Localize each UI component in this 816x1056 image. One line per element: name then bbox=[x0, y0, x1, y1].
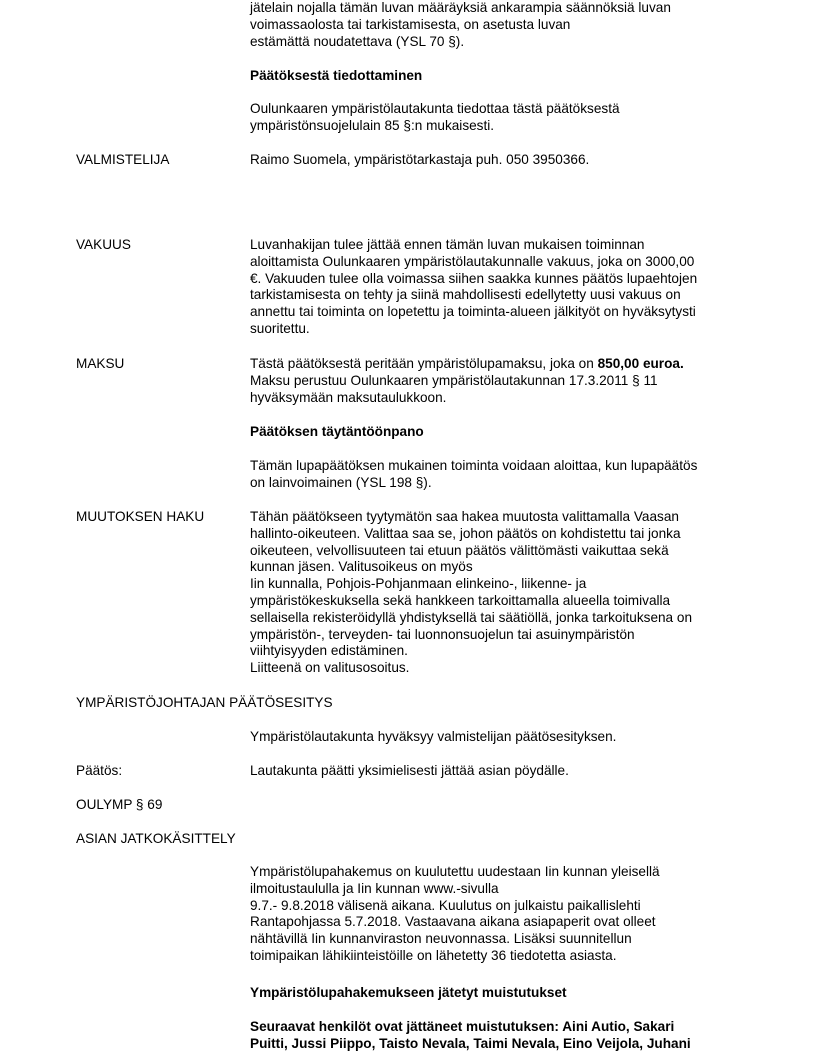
text-line: ympäristönsuojelulain 85 §:n mukaisesti. bbox=[250, 117, 495, 133]
director-proposal-text: Ympäristölautakunta hyväksyy valmistelijan päätösesityksen. bbox=[250, 729, 617, 744]
objections-heading: Ympäristölupahakemukseen jätetyt muistutukset bbox=[250, 985, 567, 1000]
objections-paragraph bbox=[250, 1019, 691, 1053]
decision-label: Päätös: bbox=[76, 763, 123, 778]
text-line: suoritettu. bbox=[250, 320, 310, 336]
notification-heading: Päätöksestä tiedottaminen bbox=[250, 68, 423, 83]
continuation-paragraph bbox=[250, 864, 660, 965]
text-line: hallinto-oikeuteen. Valittaa saa se, johon päätös on kohdistettu tai jonka bbox=[250, 525, 681, 541]
text-line: Ympäristölupahakemus on kuulutettu uudestaan Iin kunnan yleisellä bbox=[250, 864, 660, 879]
text-line: aloittamista Oulunkaaren ympäristölautakunnalle vakuus, joka on 3000,00 bbox=[250, 253, 695, 269]
text-line: ilmoitustaululla ja Iin kunnan www.-sivulla bbox=[250, 880, 499, 896]
text-line: oikeuteen, velvollisuuteen tai etuun päätös välittömästi vaikuttaa sekä bbox=[250, 542, 669, 558]
text-line: ympäristökeskuksella sekä hankkeen tarkoittamalla alueella toimivalla bbox=[250, 592, 671, 608]
text-line: Seuraavat henkilöt ovat jättäneet muistutuksen: Aini Autio, Sakari bbox=[250, 1019, 675, 1034]
text-line: €. Vakuuden tulee olla voimassa siihen saakka kunnes päätös lupaehtojen bbox=[250, 270, 698, 286]
text-line: nähtävillä Iin kunnanviraston neuvonnassa. Lisäksi suunnitellun bbox=[250, 931, 632, 947]
text-line: sellaisella rekisteröidyllä yhdistyksellä tai säätiöllä, jonka tarkoituksena on bbox=[250, 609, 693, 625]
text-line: Tähän päätökseen tyytymätön saa hakea muutosta valittamalla Vaasan bbox=[250, 509, 679, 524]
fee-label: MAKSU bbox=[76, 356, 125, 371]
decision-text: Lautakunta päätti yksimielisesti jättää asian pöydälle. bbox=[250, 763, 569, 778]
fee-amount: 850,00 euroa. bbox=[597, 356, 684, 371]
fee-line-1 bbox=[250, 356, 684, 373]
text-line: hyväksymään maksutaulukkoon. bbox=[250, 389, 447, 405]
text-line: Luvanhakijan tulee jättää ennen tämän luvan mukaisen toiminnan bbox=[250, 237, 645, 252]
text-line: 9.7.- 9.8.2018 välisenä aikana. Kuulutus on julkaistu paikallislehti bbox=[250, 897, 641, 913]
text-line: viihtyisyyden edistäminen. bbox=[250, 643, 408, 659]
enforcement-paragraph bbox=[250, 458, 697, 492]
fee-line-text: Tästä päätöksestä peritään ympäristölupamaksu, joka on bbox=[250, 356, 598, 371]
text-line: tarkistamisesta on tehty ja siinä mahdollisesti edellytetty uusi vakuus on bbox=[250, 287, 681, 303]
text-line: Oulunkaaren ympäristölautakunta tiedottaa tästä päätöksestä bbox=[250, 101, 620, 116]
preparer-label: VALMISTELIJA bbox=[76, 152, 170, 167]
text-line: Rantapohjassa 5.7.2018. Vastaavana aikana asiapaperit ovat olleet bbox=[250, 914, 656, 930]
text-line: kunnan jäsen. Valitusoikeus on myös bbox=[250, 559, 473, 575]
security-paragraph bbox=[250, 237, 697, 338]
text-line: estämättä noudatettava (YSL 70 §). bbox=[250, 33, 465, 49]
section-reference: OULYMP § 69 bbox=[76, 797, 163, 812]
text-line: toimipaikan lähikiinteistöille on lähetetty 36 tiedotetta asiasta. bbox=[250, 947, 617, 963]
text-line: Maksu perustuu Oulunkaaren ympäristölautakunnan 17.3.2011 § 11 bbox=[250, 372, 658, 388]
preparer-text: Raimo Suomela, ympäristötarkastaja puh. 050 3950366. bbox=[250, 152, 590, 167]
fee-paragraph bbox=[250, 356, 684, 406]
director-proposal-heading: YMPÄRISTÖJOHTAJAN PÄÄTÖSESITYS bbox=[76, 695, 333, 710]
text-line: Tämän lupapäätöksen mukainen toiminta voidaan aloittaa, kun lupapäätös bbox=[250, 458, 698, 473]
appeal-paragraph bbox=[250, 509, 692, 677]
text-line: Liitteenä on valitusosoitus. bbox=[250, 660, 410, 676]
notification-paragraph bbox=[250, 101, 620, 135]
intro-paragraph bbox=[250, 0, 671, 50]
text-line: voimassaolosta tai tarkistamisesta, on asetusta luvan bbox=[250, 16, 571, 32]
enforcement-heading: Päätöksen täytäntöönpano bbox=[250, 424, 424, 439]
text-line: ympäristön-, terveyden- tai luonnonsuojelun tai asuinympäristön bbox=[250, 626, 635, 642]
text-line: Iin kunnalla, Pohjois-Pohjanmaan elinkeino-, liikenne- ja bbox=[250, 576, 587, 592]
continuation-heading: ASIAN JATKOKÄSITTELY bbox=[76, 831, 236, 846]
text-line: annettu tai toiminta on lopetettu ja toiminta-alueen jälkityöt on hyväksytysti bbox=[250, 304, 696, 320]
text-line: Puitti, Jussi Piippo, Taisto Nevala, Taimi Nevala, Eino Veijola, Juhani bbox=[250, 1035, 691, 1051]
appeal-label: MUUTOKSEN HAKU bbox=[76, 509, 205, 524]
text-line: on lainvoimainen (YSL 198 §). bbox=[250, 474, 432, 490]
text-line: jätelain nojalla tämän luvan määräyksiä ankarampia säännöksiä luvan bbox=[250, 0, 671, 15]
security-label: VAKUUS bbox=[76, 237, 131, 252]
